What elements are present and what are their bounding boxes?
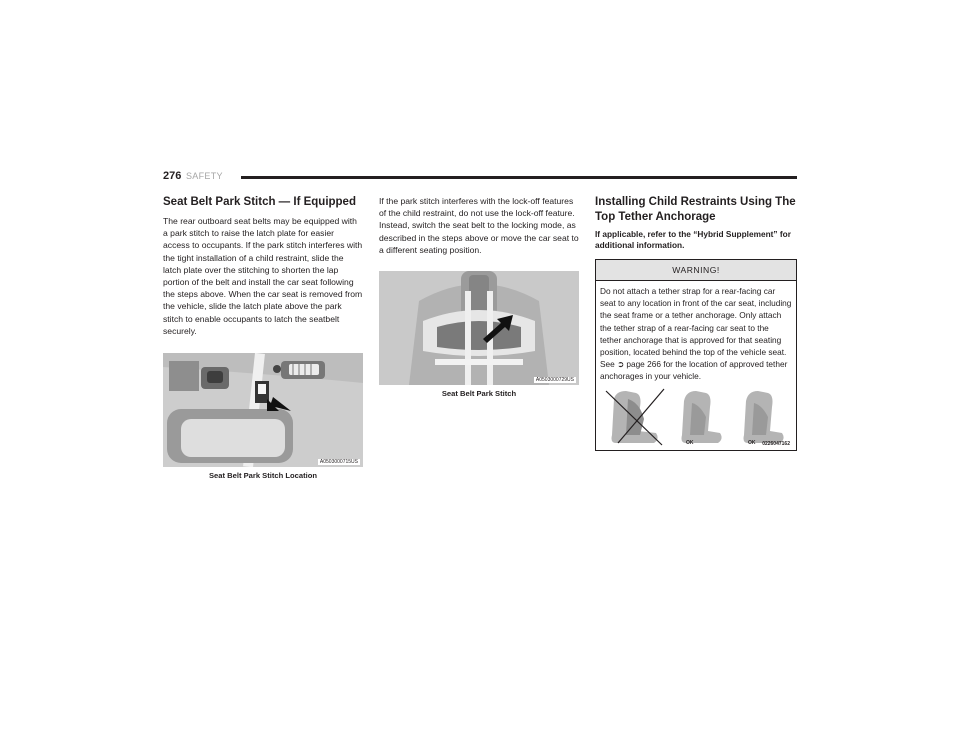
warning-title: WARNING!: [596, 260, 796, 281]
column-3: [595, 195, 797, 451]
page-reference-link[interactable]: page 266: [626, 359, 661, 370]
figure-caption: Seat Belt Park Stitch Location: [208, 471, 318, 481]
intro-note: If applicable, refer to the “Hybrid Supplement” for additional information.: [595, 229, 791, 250]
body-paragraph: If the park stitch interferes with the lock-off features of the child restraint, do not use the lock-off feature. Instead, switch the seat belt to the locking mode, as described in the steps above or move the car seat to a different seating position.: [379, 196, 579, 255]
body-paragraph: The rear outboard seat belts may be equipped with a park stitch to raise the latch plate for easier access to occupants. If the park stitch interferes with the tight installation of a child restraint, slide the latch plate over the stitching to shorten the lap portion of the belt and install the car seat following the steps above. When the car seat is removed from the vehicle, slide the latch plate above the park stitch to enable occupants to latch the seatbelt securely.: [163, 216, 363, 336]
tether-figure: [600, 387, 792, 447]
page-header: [163, 170, 797, 184]
ok-label: OK: [686, 439, 694, 446]
figure-code: 0226047162: [762, 440, 790, 447]
page-reference-arrow-icon: ➲: [617, 359, 627, 370]
warning-text: Do not attach a tether strap for a rear-facing car seat to any location in front of the car seat, including the seat frame or a tether anchorage. Only attach the tether strap of a rear-facing car seat to the tether anchorage that is approved for that seating position, located behind the top of the vehicle seat. See: [600, 286, 792, 370]
column-2: [379, 195, 579, 399]
warning-body: [596, 281, 796, 447]
section-heading: Installing Child Restraints Using The Top Tether Anchorage: [595, 196, 796, 223]
page-number: 276: [163, 170, 182, 182]
figure-park-stitch: [379, 271, 579, 385]
figure-caption: Seat Belt Park Stitch: [441, 389, 517, 399]
ok-label: OK: [748, 439, 756, 446]
warning-box: [595, 259, 797, 451]
section-heading: Seat Belt Park Stitch — If Equipped: [163, 196, 356, 208]
figure-code: A0503000715US: [319, 459, 358, 466]
section-name: SAFETY: [186, 171, 223, 181]
seat-belt-illustration: [163, 353, 363, 467]
warning-text: for the location of approved tether anchorages in your vehicle.: [600, 359, 788, 382]
figure-code: A0503000729US: [535, 377, 574, 384]
figure-park-stitch-location: [163, 353, 363, 467]
header-rule: [241, 176, 797, 179]
car-seat-illustration: [379, 271, 579, 385]
column-1: [163, 195, 363, 481]
